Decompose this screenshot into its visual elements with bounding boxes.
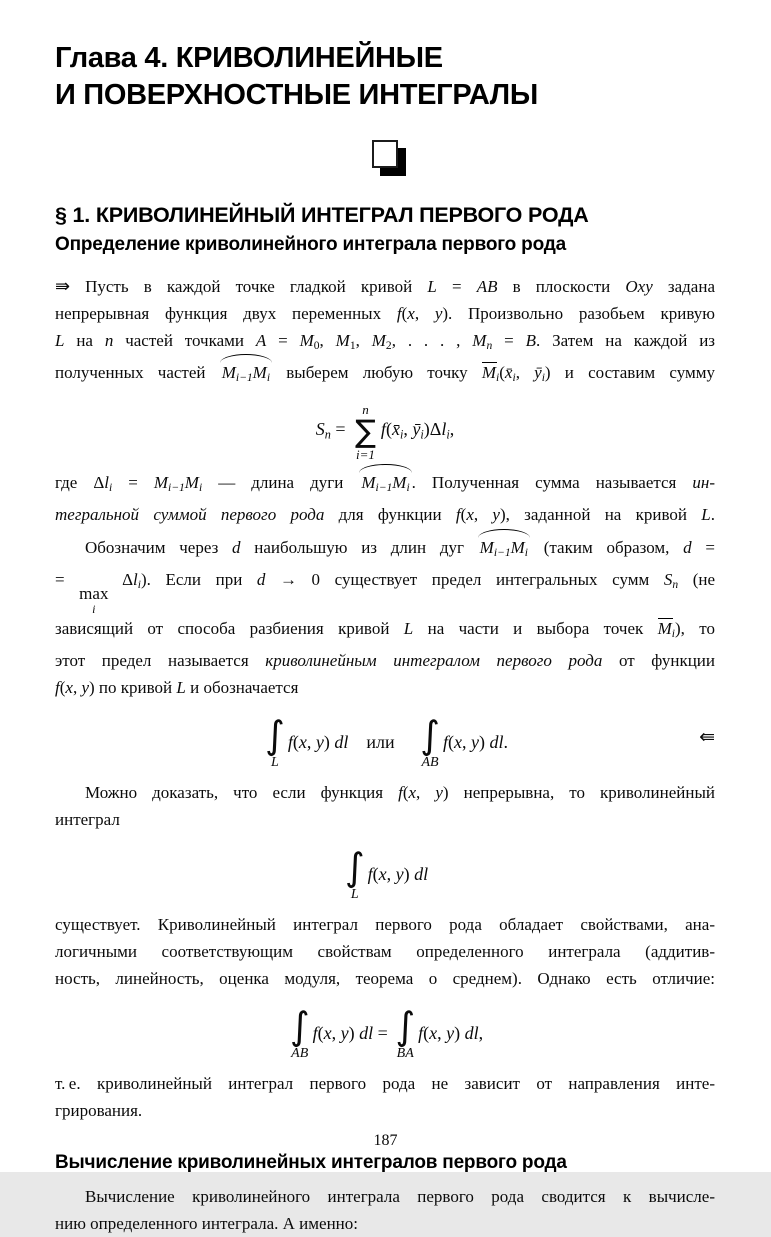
overline-text: M (658, 615, 672, 642)
section-divider-square-icon (372, 140, 398, 168)
formula-notation (55, 710, 715, 774)
formula-text: или (348, 731, 418, 752)
chapter-title-line2: И ПОВЕРХНОСТНЫЕ ИНТЕГРАЛЫ (55, 79, 538, 111)
formula-text: f(x, y) dl. (442, 731, 508, 752)
text-line: логичными соответствующим свойствам определенного интеграла (аддитив- (55, 942, 715, 962)
page-number: 187 (373, 1132, 398, 1149)
formula-direction-independence (55, 1001, 715, 1065)
formula-text: f(x, y) dl (367, 863, 429, 884)
paragraph-computation-intro (55, 1183, 715, 1237)
text-line: Обозначим через d наибольшую из длин дуг Mi−1Mi (таким образом, d = (55, 534, 715, 566)
text-line: полученных частей Mi−1Mi выберем любую точку Mi(x̄i, ȳi) и составим сумму (55, 359, 715, 391)
text-line: = max i Δli). Если при d → 0 существует предел интегральных сумм Sn (не (55, 570, 715, 617)
text-line: Вычисление криволинейного интеграла первого рода сводится к вычисле- (85, 1187, 715, 1207)
formula-text: f(x̄i, ȳi)Δli, (380, 419, 455, 442)
begin-marker-icon: ⇛ (55, 276, 71, 297)
formula-text: f(x, y) dl = (312, 1022, 393, 1043)
text-line: Можно доказать, что если функция f(x, y) непрерывна, то криволинейный (85, 783, 715, 803)
formula-integral-sum (55, 400, 715, 464)
chapter-title-line1: Глава 4. КРИВОЛИНЕЙНЫЕ (55, 42, 443, 74)
definition-end-marker-icon: ⇚ (699, 726, 715, 749)
overline-text: M (482, 359, 496, 386)
summation-sign: n ∑ i=1 (355, 401, 376, 462)
integral-sign: ∫ L (265, 712, 285, 770)
text-line: где Δli = Mi−1Mi — длина дуги Mi−1Mi . Полученная сумма называется ин- (55, 469, 715, 501)
text-line: т. е. криволинейный интеграл первого рода не зависит от направления инте- (55, 1074, 715, 1094)
integral-sign: ∫ L (344, 844, 365, 902)
integral-sign: ∫ AB (420, 712, 440, 770)
integral-sign: ∫ BA (395, 1003, 416, 1061)
chapter-title (55, 40, 715, 114)
text-line: интеграл (55, 810, 120, 830)
text-line: нию определенного интеграла. А именно: (55, 1214, 358, 1234)
formula-text: f(x, y) dl, (418, 1022, 484, 1043)
text-line: существует. Криволинейный интеграл первого рода обладает свойствами, ана- (55, 915, 715, 935)
formula-text: Sn = (315, 419, 351, 442)
text-line: L на n частей точками A = M0, M1, M2, . . . , Mn = B. Затем на каждой из (55, 331, 716, 353)
text-line: f(x, y) по кривой L и обозначается (55, 678, 299, 698)
ornament-row (55, 140, 715, 180)
integral-sign: ∫ AB (289, 1003, 310, 1061)
formula-text: f(x, y) dl (287, 731, 349, 752)
paragraph-existence-intro (55, 779, 715, 833)
text-line: зависящий от способа разбиения кривой L на части и выбора точек Mi), то (55, 615, 715, 647)
text-line: ность, линейность, оценка модуля, теорема о среднем). Однако есть отличие: (55, 969, 715, 989)
text-line: непрерывная функция двух переменных f(x, y). Произвольно разобьем кривую (55, 304, 715, 323)
arc-over-text: Mi−1Mi (220, 359, 272, 391)
paragraph-direction-conclusion (55, 1070, 715, 1124)
paragraph-limit-definition (55, 534, 715, 701)
text-line: ⇛ Пусть в каждой точке гладкой кривой L = AB в плоскости Oxy задана (55, 276, 715, 297)
subsection-heading-definition: Определение криволинейного интеграла первого рода (55, 234, 566, 255)
section-heading: § 1. КРИВОЛИНЕЙНЫЙ ИНТЕГРАЛ ПЕРВОГО РОДА (55, 203, 589, 227)
arc-over-text: Mi−1Mi (478, 534, 530, 566)
subsection-heading-computation: Вычисление криволинейных интегралов первого рода (55, 1152, 567, 1174)
paragraph-properties (55, 911, 715, 992)
paragraph-sum-explanation (55, 469, 715, 528)
text-line: тегральной суммой первого рода для функции f(x, y), заданной на кривой L. (55, 505, 716, 525)
math-stack: max i (79, 584, 109, 617)
text-line: этот предел называется криволинейным интегралом первого рода от функции (55, 651, 715, 671)
arc-over-text: Mi−1Mi (359, 469, 411, 501)
text-line: грирования. (55, 1101, 143, 1121)
paragraph-intro (55, 273, 715, 391)
formula-existence (55, 842, 715, 906)
